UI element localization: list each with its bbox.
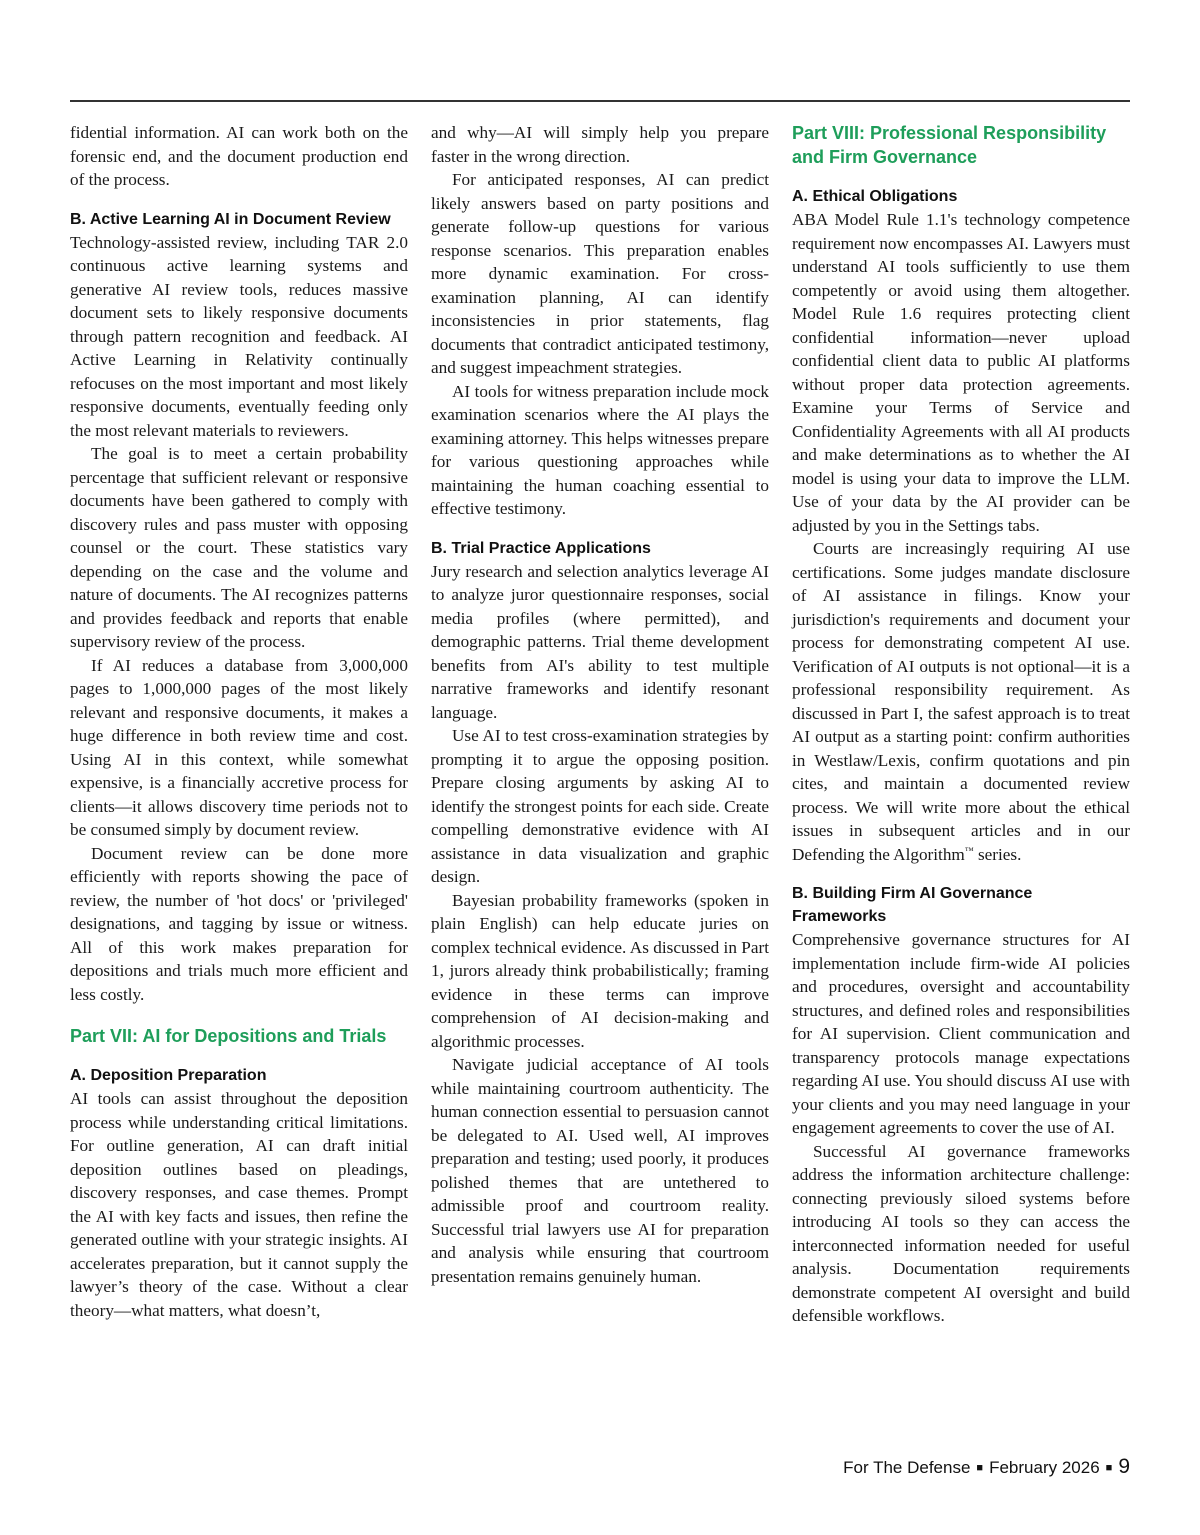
paragraph: Jury research and selection analytics leverage AI to analyze juror questionnaire responses, social media profiles (where permitted), and demographic patterns. Trial theme development benefits from AI's ability to test multiple narrative frameworks and identify resonant language. [431, 561, 769, 722]
paragraph-text-end: series. [973, 844, 1022, 864]
section-heading: B. Trial Practice Applications [431, 539, 651, 557]
page-footer [843, 1455, 1130, 1479]
bullet-separator: ■ [1105, 1462, 1113, 1474]
paragraph [792, 537, 1130, 866]
paragraph-text: Courts are increasingly requiring AI use certifications. Some judges mandate disclosure of AI assistance in filings. Know your jurisdiction's requirements and document your process for demonstrating competent AI use. Verification of AI outputs is not optional—it is a professional responsibility requirement. As discussed in Part I, the safest approach is to treat AI output as a starting point: confirm authorities in Westlaw/Lexis, confirm quotations and pin cites, and maintain a documented review process. We will write more about the ethical issues in subsequent articles and in our Defending the Algorithm [792, 539, 1130, 864]
section-heading: A. Ethical Obligations [792, 188, 958, 205]
column-1 [70, 121, 408, 1322]
paragraph: For anticipated responses, AI can predict likely answers based on party positions and generate follow-up questions for various response scenarios. This preparation enables more dynamic examination. For cross-examination planning, AI can identify inconsistencies in prior statements, flag documents that contradict anticipated testimony, and suggest impeachment strategies. [431, 170, 769, 377]
trademark-symbol: ™ [964, 844, 974, 855]
paragraph: and why—AI will simply help you prepare faster in the wrong direction. [431, 123, 769, 166]
part-heading: Part VII: AI for Depositions and Trials [70, 1026, 387, 1046]
issue-date: February 2026 [989, 1458, 1100, 1477]
section-heading: B. Active Learning AI in Document Review [70, 210, 391, 228]
paragraph: Successful AI governance frameworks address the information architecture challenge: connecting previously siloed systems before introducing AI tools so they can access the interconnected information needed for useful analysis. Documentation requirements demonstrate competent AI oversight and build defensible workflows. [792, 1141, 1130, 1325]
paragraph: AI tools can assist throughout the deposition process while understanding critical limitations. For outline generation, AI can draft initial deposition outlines based on pleadings, discovery responses, and case themes. Prompt the AI with key facts and issues, then refine the generated outline with your strategic insights. AI accelerates preparation, but it cannot supply the lawyer’s theory of the case. Without a clear theory—what matters, what doesn’t, [70, 1089, 408, 1320]
paragraph: The goal is to meet a certain probability percentage that sufficient relevant or responsive documents have been gathered to comply with discovery rules and pass muster with opposing counsel or the court. These statistics vary depending on the case and the volume and nature of documents. The AI recognizes patterns and provides feedback and reports that enable supervisory review of the process. [70, 444, 408, 651]
section-heading: A. Deposition Preparation [70, 1067, 267, 1084]
page-number: 9 [1118, 1455, 1130, 1478]
paragraph: Use AI to test cross-examination strategies by prompting it to argue the opposing position. Prepare closing arguments by asking AI to identify the strongest points for each side. Create compelling demonstrative evidence with AI assistance in data visualization and graphic design. [431, 726, 769, 886]
paragraph: Bayesian probability frameworks (spoken in plain English) can help educate juries on complex technical evidence. As discussed in Part 1, jurors already think probabilistically; framing evidence in these terms can improve comprehension of AI decision-making and algorithmic processes. [431, 890, 769, 1051]
bullet-separator: ■ [976, 1462, 984, 1474]
column-3 [792, 121, 1130, 1328]
publication-name: For The Defense [843, 1458, 971, 1477]
column-2 [431, 121, 769, 1288]
paragraph: AI tools for witness preparation include mock examination scenarios where the AI plays the examining attorney. This helps witnesses prepare for various questioning approaches while maintaining the human coaching essential to effective testimony. [431, 381, 769, 518]
part-heading: Part VIII: Professional Responsibility and Firm Governance [792, 123, 1107, 167]
paragraph: ABA Model Rule 1.1's technology competence requirement now encompasses AI. Lawyers must understand AI tools sufficiently to use them competently or avoid using them altogether. Model Rule 1.6 requires protecting client confidential information—never upload confidential client data to public AI platforms without proper data protection agreements. Examine your Terms of Service and Confidentiality Agreements with all AI products and make determinations as to whether the AI model is using your data to improve the LLM. Use of your data by the AI provider can be adjusted by you in the Settings tabs. [792, 210, 1130, 535]
paragraph: fidential information. AI can work both on the forensic end, and the document production end of the process. [70, 123, 408, 189]
header-rule [70, 100, 1130, 102]
paragraph: Comprehensive governance structures for AI implementation include firm-wide AI policies and procedures, oversight and accountability structures, and defined roles and responsibilities for AI supervision. Client communication and transparency protocols manage expectations regarding AI use. You should discuss AI use with your clients and you may need language in your engagement agreements to cover the use of AI. [792, 930, 1131, 1137]
section-heading: B. Building Firm AI Governance Frameworks [792, 885, 1033, 925]
paragraph: Document review can be done more efficiently with reports showing the pace of review, the number of 'hot docs' or 'privileged' designations, and tagging by issue or witness. All of this work makes preparation for depositions and trials much more efficient and less costly. [70, 843, 408, 1004]
paragraph: Navigate judicial acceptance of AI tools while maintaining courtroom authenticity. The human connection essential to persuasion cannot be delegated to AI. Used well, AI improves preparation and testing; used poorly, it produces polished themes that are untethered to admissible proof and courtroom reality. Successful trial lawyers use AI for preparation and analysis while ensuring that courtroom presentation remains genuinely human. [431, 1055, 769, 1286]
paragraph: Technology-assisted review, including TAR 2.0 continuous active learning systems and generative AI review tools, reduces massive document sets to likely responsive documents through pattern recognition and feedback. AI Active Learning in Relativity continually refocuses on the most important and most likely responsive documents, eventually feeding only the most relevant materials to reviewers. [70, 232, 408, 440]
paragraph: If AI reduces a database from 3,000,000 pages to 1,000,000 pages of the most likely relevant and responsive documents, it makes a huge difference in both review time and cost. Using AI in this context, while somewhat expensive, is a financially accretive process for clients—it allows discovery time periods not to be consumed simply by document review. [70, 655, 408, 839]
